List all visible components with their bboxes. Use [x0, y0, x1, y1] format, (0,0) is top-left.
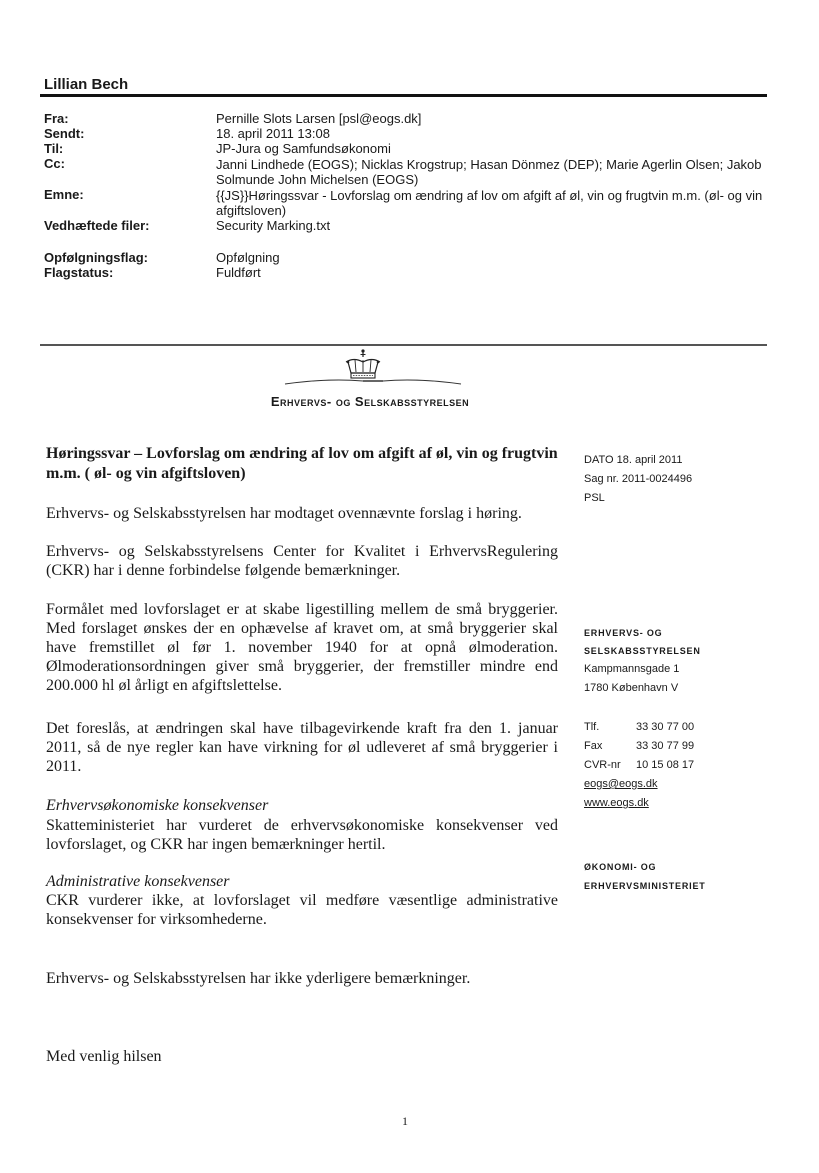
- ministry-line1: ØKONOMI- OG: [584, 862, 657, 872]
- case-number: Sag nr. 2011-0024496: [584, 473, 693, 485]
- author-initials: PSL: [584, 492, 605, 504]
- document-date: DATO 18. april 2011: [584, 454, 683, 466]
- paragraph-no-further-remarks: Erhvervs- og Selskabsstyrelsen har ikke yderligere bemærkninger.: [46, 970, 471, 987]
- attachments-label: Vedhæftede filer:: [44, 218, 150, 233]
- from-value: Pernille Slots Larsen [psl@eogs.dk]: [216, 111, 422, 126]
- logo-flourish: [283, 378, 463, 386]
- crown-icon: [338, 348, 388, 382]
- subject-label: Emne:: [44, 187, 84, 202]
- email-link[interactable]: eogs@eogs.dk: [584, 778, 658, 790]
- fax-row: [584, 740, 694, 752]
- flag-status-label: Flagstatus:: [44, 265, 114, 280]
- heading-economic-consequences: Erhvervsøkonomiske konsekvenser: [46, 797, 269, 814]
- paragraph-received: Erhvervs- og Selskabsstyrelsen har modtaget ovennævnte forslag i høring.: [46, 505, 522, 522]
- cvr-value: 10 15 08 17: [636, 759, 695, 771]
- phone-row: [584, 721, 694, 733]
- attachment-link[interactable]: Security Marking.txt: [216, 218, 331, 233]
- cvr-label: CVR-nr: [584, 759, 621, 771]
- paragraph-ckr: Erhvervs- og Selskabsstyrelsens Center for Kvalitet i ErhvervsRegulering (CKR) har i denne forbindelse følgende bemærkninger.: [46, 543, 558, 579]
- flag-status-value: Fuldført: [216, 265, 261, 280]
- website-link[interactable]: www.eogs.dk: [584, 797, 649, 809]
- ministry-line2: ERHVERVSMINISTERIET: [584, 881, 706, 891]
- mailbox-owner: Lillian Bech: [44, 76, 129, 93]
- cc-label: Cc:: [44, 156, 65, 171]
- from-label: Fra:: [44, 111, 69, 126]
- to-value: JP-Jura og Samfundsøkonomi: [216, 141, 391, 156]
- paragraph-retroactive: Det foreslås, at ændringen skal have tilbagevirkende kraft fra den 1. januar 2011, så de nye regler kan have virkning for øl udleveret af små bryggerier i 2011.: [46, 720, 558, 775]
- phone-label: Tlf.: [584, 721, 600, 733]
- paragraph-purpose: Formålet med lovforslaget er at skabe ligestilling mellem de små bryggerier. Med forslaget ønskes der en ophævelse af kravet om, at små bryggerier skal have fremstillet øl før 1. november 1940 for at opnå ølmoderation. Ølmoderationsordningen giver små bryggerier, der fremstiller mindre end 200.000 hl øl årligt en afgiftslettelse.: [46, 601, 558, 694]
- sent-label: Sendt:: [44, 126, 85, 141]
- page-number: 1: [402, 1114, 408, 1128]
- paragraph-administrative: CKR vurderer ikke, at lovforslaget vil medføre væsentlige administrative konsekvenser for virksomhederne.: [46, 892, 558, 928]
- org-name-line1: ERHVERVS- OG: [584, 628, 663, 638]
- to-label: Til:: [44, 141, 64, 156]
- followup-flag-label: Opfølgningsflag:: [44, 250, 148, 265]
- phone-value: 33 30 77 00: [636, 721, 695, 733]
- sent-value: 18. april 2011 13:08: [216, 126, 330, 141]
- fax-value: 33 30 77 99: [636, 740, 695, 752]
- separator-rule: [40, 344, 767, 346]
- cc-value: Janni Lindhede (EOGS); Nicklas Krogstrup; Hasan Dönmez (DEP); Marie Agerlin Olsen; Jakob Solmunde John Michelsen (EOGS): [216, 157, 762, 187]
- org-street: Kampmannsgade 1: [584, 663, 680, 675]
- heading-administrative-consequences: Administrative konsekvenser: [46, 873, 230, 890]
- header-rule: [40, 94, 767, 97]
- paragraph-economic: Skatteministeriet har vurderet de erhvervsøkonomiske konsekvenser ved lovforslaget, og CKR har ingen bemærkninger hertil.: [46, 817, 558, 853]
- followup-flag-value: Opfølgning: [216, 250, 280, 265]
- letter-title: Høringssvar – Lovforslag om ændring af lov om afgift af øl, vin og frugtvin m.m. ( øl- og vin afgiftsloven): [46, 445, 558, 482]
- org-name-line2: SELSKABSSTYRELSEN: [584, 646, 701, 656]
- org-city: 1780 København V: [584, 682, 679, 694]
- cvr-row: [584, 759, 694, 771]
- closing-greeting: Med venlig hilsen: [46, 1048, 162, 1065]
- subject-value: {{JS}}Høringssvar - Lovforslag om ændring af lov om afgift af øl, vin og frugtvin m.m. (øl- og vin afgiftsloven): [216, 188, 763, 218]
- fax-label: Fax: [584, 740, 603, 752]
- agency-name: Erhvervs- og Selskabsstyrelsen: [270, 394, 470, 409]
